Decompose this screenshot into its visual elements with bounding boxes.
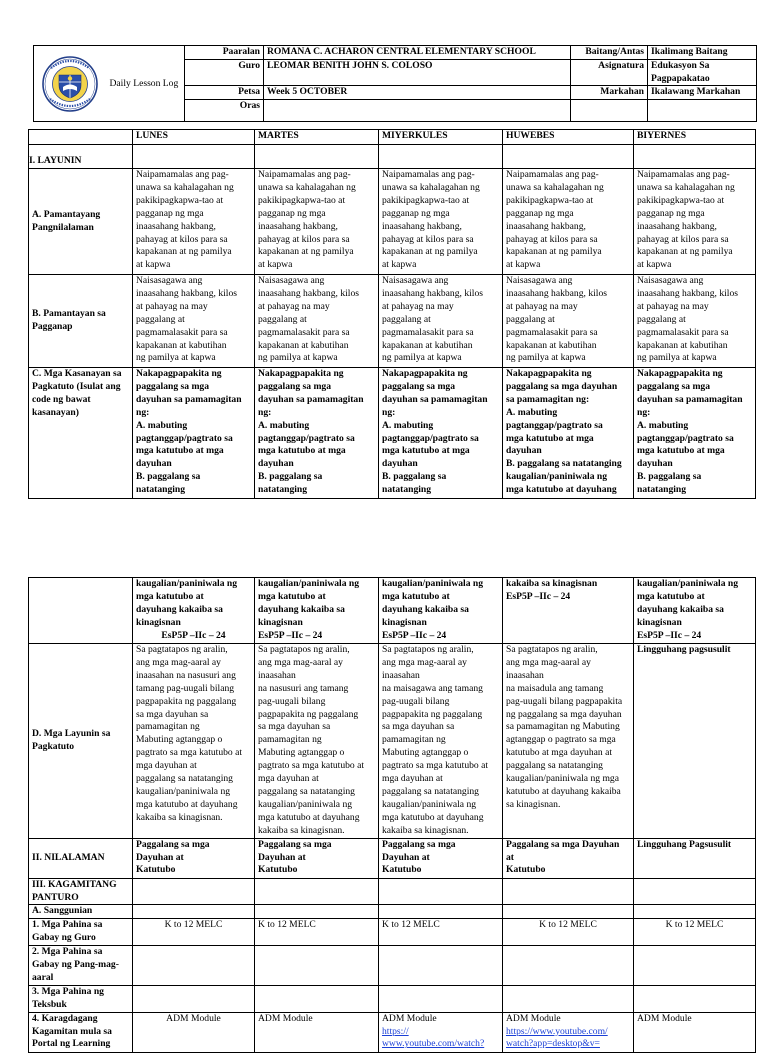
empty-cell: [379, 145, 503, 169]
competency-code: EsP5P –IIc – 24: [637, 629, 702, 641]
cell-nilalaman-martes: Paggalang sa mga Dayuhan at Katutubo: [255, 838, 379, 878]
competency-code: EsP5P –IIc – 24: [258, 629, 323, 641]
cell-nilalaman-huwebes: Paggalang sa mga Dayuhan at Katutubo: [503, 838, 634, 878]
row-label-kasanayan: C. Mga Kasanayan sa Pagkatuto (Isulat ang code ng bawat kasanayan): [29, 368, 133, 499]
label-baitang: Baitang/Antas: [571, 46, 648, 60]
youtube-link[interactable]: https:// www.youtube.com/watch?: [382, 1025, 485, 1050]
cell-gabay-guro-martes: K to 12 MELC: [255, 919, 379, 946]
cell-layunin-biyernes: Lingguhang pagsusulit: [634, 644, 756, 839]
value-baitang: Ikalimang Baitang: [648, 46, 757, 60]
cell-pamantayang-martes: Naipamamalas ang pag- unawa sa kahalagahan ng pakikipagkapwa-tao at pagganap ng mga inaasahang hakbang, pahayag at kilos para sa kapakanan at ng pamilya at kapwa: [255, 169, 379, 275]
empty-cell: [255, 905, 379, 919]
cell-kagamitan-lunes: ADM Module: [133, 1012, 255, 1052]
kagamitan-label: ADM Module: [382, 1012, 437, 1024]
day-header-martes: MARTES: [255, 130, 379, 145]
cell-pagganap-martes: Naisasagawa ang inaasahang hakbang, kilos at pahayag na may paggalang at pagmamalasakit para sa kapakanan at kabutihan ng pamilya at kapwa: [255, 275, 379, 368]
section-layunin: I. LAYUNIN: [29, 145, 133, 169]
cell-layunin-lunes: Sa pagtatapos ng aralin, ang mga mag-aaral ay inaasahan na nasusuri ang tamang pag-uugali bilang pagpapakita ng paggalang sa mga dayuhan sa pamamagitan ng Mabuting agtanggap o pagtrato sa mga katutubo at mga dayuhan at paggalang sa natatanging kaugalian/paniniwala ng mga katutubo at dayuhang kakaiba sa kinagisnan.: [133, 644, 255, 839]
row-label-layunin-pagkatuto: D. Mga Layunin sa Pagkatuto: [29, 644, 133, 839]
row-label-karagdagang-kagamitan: 4. Karagdagang Kagamitan mula sa Portal ng Learning: [29, 1012, 133, 1052]
empty-cell: [133, 946, 255, 986]
cell-kasanayan-lunes: Nakapagpapakita ng paggalang sa mga dayuhan sa pamamagitan ng: A. mabuting pagtanggap/pagtrato sa mga katutubo at mga dayuhan B. paggalang sa natatanging: [133, 368, 255, 499]
empty-cell: [379, 905, 503, 919]
deped-seal-icon: [37, 55, 103, 113]
empty-cell: [634, 145, 756, 169]
lesson-table-page2: [28, 577, 756, 1053]
empty-cell: [379, 878, 503, 905]
empty-cell: [255, 878, 379, 905]
empty-cell: [255, 946, 379, 986]
cell-kagamitan-martes: ADM Module: [255, 1012, 379, 1052]
empty-cell: [255, 145, 379, 169]
empty-cell: [379, 985, 503, 1012]
empty-cell: [379, 946, 503, 986]
cell-pamantayang-lunes: Naipamamalas ang pag- unawa sa kahalagahan ng pakikipagkapwa-tao at pagganap ng mga inaasahang hakbang, pahayag at kilos para sa kapakanan at ng pamilya at kapwa: [133, 169, 255, 275]
empty-cell: [634, 985, 756, 1012]
cell-nilalaman-lunes: Paggalang sa mga Dayuhan at Katutubo: [133, 838, 255, 878]
cell-gabay-guro-huwebes: K to 12 MELC: [503, 919, 634, 946]
cell-pagganap-miyerkules: Naisasagawa ang inaasahang hakbang, kilos at pahayag na may paggalang at pagmamalasakit para sa kapakanan at kabutihan ng pamilya at kapwa: [379, 275, 503, 368]
value-petsa: Week 5 OCTOBER: [264, 86, 571, 100]
cell-pagganap-lunes: Naisasagawa ang inaasahang hakbang, kilos at pahayag na may paggalang at pagmamalasakit para sa kapakanan at kabutihan ng pamilya at kapwa: [133, 275, 255, 368]
cell-pamantayang-biyernes: Naipamamalas ang pag- unawa sa kahalagahan ng pakikipagkapwa-tao at pagganap ng mga inaasahang hakbang, pahayag at kilos para sa kapakanan at ng pamilya at kapwa: [634, 169, 756, 275]
cell-kagamitan-huwebes: [503, 1012, 634, 1052]
cell-nilalaman-miyerkules: Paggalang sa mga Dayuhan at Katutubo: [379, 838, 503, 878]
competency-code: EsP5P –IIc – 24: [161, 629, 226, 641]
day-header-biyernes: BIYERNES: [634, 130, 756, 145]
cell-gabay-guro-biyernes: K to 12 MELC: [634, 919, 756, 946]
empty-cell: [503, 905, 634, 919]
row-label-kagamitang-panturo: III. KAGAMITANG PANTURO: [29, 878, 133, 905]
cont-text: kaugalian/paniniwala ng mga katutubo at dayuhang kakaiba sa kinagisnan: [136, 578, 238, 628]
cell-pagganap-biyernes: Naisasagawa ang inaasahang hakbang, kilos at pahayag na may paggalang at pagmamalasakit para sa kapakanan at kabutihan ng pamilya at kapwa: [634, 275, 756, 368]
value-guro: LEOMAR BENITH JOHN S. COLOSO: [264, 60, 571, 86]
empty-cell: [503, 985, 634, 1012]
day-header-huwebes: HUWEBES: [503, 130, 634, 145]
competency-code: EsP5P –IIc – 24: [506, 590, 571, 602]
cell-kagamitan-biyernes: ADM Module: [634, 1012, 756, 1052]
daily-lesson-log-title: Daily Lesson Log: [107, 46, 185, 122]
empty-cell: [29, 578, 133, 644]
row-label-teksbuk: 3. Mga Pahina ng Teksbuk: [29, 985, 133, 1012]
cell-gabay-guro-lunes: K to 12 MELC: [133, 919, 255, 946]
empty-cell: [648, 100, 757, 122]
row-label-pamantayan-pagganap: B. Pamantayan sa Pagganap: [29, 275, 133, 368]
cell-kasanayan-miyerkules: Nakapagpapakita ng paggalang sa mga dayuhan sa pamamagitan ng: A. mabuting pagtanggap/pagtrato sa mga katutubo at mga dayuhan B. paggalang sa natatanging: [379, 368, 503, 499]
cell-layunin-miyerkules: Sa pagtatapos ng aralin, ang mga mag-aaral ay inaasahan na maisagawa ang tamang pag-uugali bilang pagpapakita ng paggalang sa mga dayuhan sa pamamagitan ng Mabuting agtanggap o pagtrato sa mga katutubo at mga dayuhan at paggalang sa natatanging kaugalian/paniniwala ng mga katutubo at dayuhang kakaiba sa kinagisnan.: [379, 644, 503, 839]
value-paaralan: ROMANA C. ACHARON CENTRAL ELEMENTARY SCHOOL: [264, 46, 571, 60]
header-table: [33, 45, 757, 122]
deped-seal-cell: [34, 46, 107, 122]
cont-cell-huwebes: [503, 578, 634, 644]
cont-cell-lunes: [133, 578, 255, 644]
cell-gabay-guro-miyerkules: K to 12 MELC: [379, 919, 503, 946]
cell-kasanayan-biyernes: Nakapagpapakita ng paggalang sa mga dayuhan sa pamamagitan ng: A. mabuting pagtanggap/pagtrato sa mga katutubo at mga dayuhan B. paggalang sa natatanging: [634, 368, 756, 499]
empty-cell: [133, 905, 255, 919]
row-label-gabay-mag-aaral: 2. Mga Pahina sa Gabay ng Pang-mag-aaral: [29, 946, 133, 986]
value-oras: [264, 100, 571, 122]
row-label-pamantayang-pangnilalaman: A. Pamantayang Pangnilalaman: [29, 169, 133, 275]
cell-kagamitan-miyerkules: [379, 1012, 503, 1052]
cont-cell-miyerkules: [379, 578, 503, 644]
label-markahan: Markahan: [571, 86, 648, 100]
empty-cell: [634, 878, 756, 905]
label-oras: Oras: [185, 100, 264, 122]
empty-cell: [503, 946, 634, 986]
empty-cell: [133, 985, 255, 1012]
row-label-sanggunian: A. Sanggunian: [29, 905, 133, 919]
cont-text: kaugalian/paniniwala ng mga katutubo at dayuhang kakaiba sa kinagisnan: [382, 578, 484, 628]
cont-text: kakaiba sa kinagisnan: [506, 578, 598, 589]
empty-cell: [133, 145, 255, 169]
competency-code: EsP5P –IIc – 24: [382, 629, 447, 641]
empty-cell: [133, 878, 255, 905]
label-asignatura: Asignatura: [571, 60, 648, 86]
row-label-gabay-guro: 1. Mga Pahina sa Gabay ng Guro: [29, 919, 133, 946]
cell-pagganap-huwebes: Naisasagawa ang inaasahang hakbang, kilos at pahayag na may paggalang at pagmamalasakit para sa kapakanan at kabutihan ng pamilya at kapwa: [503, 275, 634, 368]
cell-pamantayang-huwebes: Naipamamalas ang pag- unawa sa kahalagahan ng pakikipagkapwa-tao at pagganap ng mga inaasahang hakbang, pahayag at kilos para sa kapakanan at ng pamilya at kapwa: [503, 169, 634, 275]
value-markahan: Ikalawang Markahan: [648, 86, 757, 100]
cell-kasanayan-huwebes: Nakapagpapakita ng paggalang sa mga dayuhan sa pamamagitan ng: A. mabuting pagtanggap/pagtrato sa mga katutubo at mga dayuhan B. paggalang sa natatanging kaugalian/paniniwala ng mga katutubo at dayuhang: [503, 368, 634, 499]
cell-layunin-martes: Sa pagtatapos ng aralin, ang mga mag-aaral ay inaasahan na nasusuri ang tamang pag-uugali bilang pagpapakita ng paggalang sa mga dayuhan sa pamamagitan ng Mabuting agtanggap o pagtrato sa mga katutubo at mga dayuhan at paggalang sa natatanging kaugalian/paniniwala ng mga katutubo at dayuhang kakaiba sa kinagisnan.: [255, 644, 379, 839]
cell-layunin-huwebes: Sa pagtatapos ng aralin, ang mga mag-aaral ay inaasahan na maisadula ang tamang pag-uugali bilang pagpapakita ng paggalang sa mga dayuhan sa pamamagitan ng Mabuting agtanggap o pagtrato sa mga katutubo at mga dayuhan at paggalang sa natatanging kaugalian/paniniwala ng mga katutubo at dayuhang kakaiba sa kinagisnan.: [503, 644, 634, 839]
empty-corner-cell: [29, 130, 133, 145]
day-header-lunes: LUNES: [133, 130, 255, 145]
value-asignatura: Edukasyon Sa Pagpapakatao: [648, 60, 757, 86]
cont-text: kaugalian/paniniwala ng mga katutubo at dayuhang kakaiba sa kinagisnan: [258, 578, 360, 628]
youtube-link[interactable]: https://www.youtube.com/ watch?app=desktop&v=: [506, 1025, 608, 1050]
day-header-miyerkules: MIYERKULES: [379, 130, 503, 145]
empty-cell: [255, 985, 379, 1012]
kagamitan-label: ADM Module: [506, 1012, 561, 1024]
empty-cell: [634, 905, 756, 919]
empty-cell: [634, 946, 756, 986]
empty-cell: [503, 145, 634, 169]
label-guro: Guro: [185, 60, 264, 86]
empty-cell: [571, 100, 648, 122]
cont-text: kaugalian/paniniwala ng mga katutubo at dayuhang kakaiba sa kinagisnan: [637, 578, 739, 628]
cont-cell-biyernes: [634, 578, 756, 644]
cell-pamantayang-miyerkules: Naipamamalas ang pag- unawa sa kahalagahan ng pakikipagkapwa-tao at pagganap ng mga inaasahang hakbang, pahayag at kilos para sa kapakanan at ng pamilya at kapwa: [379, 169, 503, 275]
cont-cell-martes: [255, 578, 379, 644]
label-petsa: Petsa: [185, 86, 264, 100]
cell-nilalaman-biyernes: Lingguhang Pagsusulit: [634, 838, 756, 878]
row-label-nilalaman: II. NILALAMAN: [29, 838, 133, 878]
cell-kasanayan-martes: Nakapagpapakita ng paggalang sa mga dayuhan sa pamamagitan ng: A. mabuting pagtanggap/pagtrato sa mga katutubo at mga dayuhan B. paggalang sa natatanging: [255, 368, 379, 499]
lesson-table-page1: [28, 129, 756, 499]
label-paaralan: Paaralan: [185, 46, 264, 60]
empty-cell: [503, 878, 634, 905]
